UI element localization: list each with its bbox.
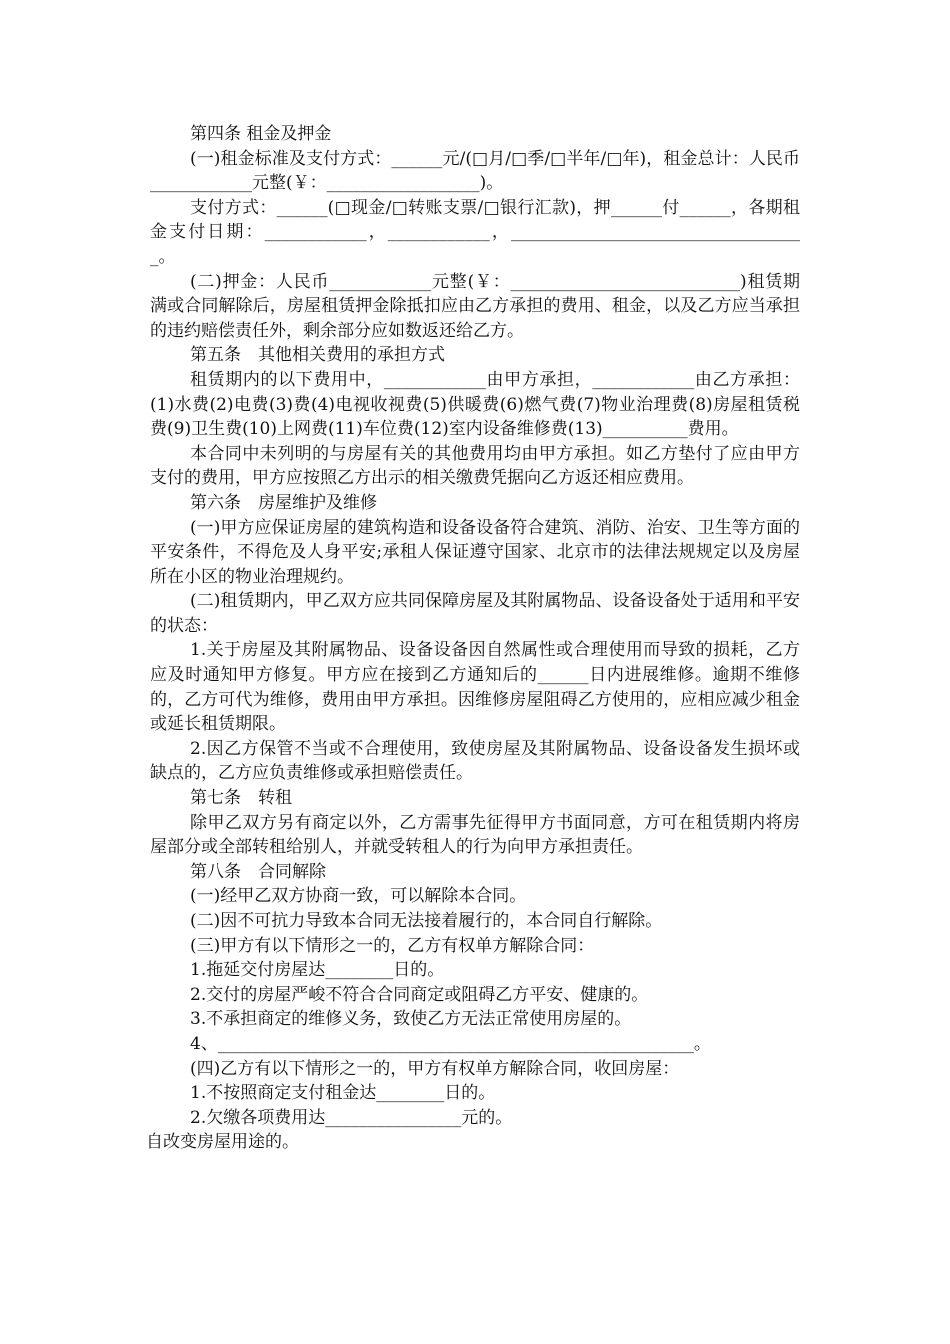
wear-repair-paragraph: 1.关于房屋及其附属物品、设备设备因自然属性或合理使用而导致的损耗，乙方应及时通知甲方修复。甲方应在接到乙方通知后的______日内进展维修。逾期不维修的，乙方可代为维修，费用由甲方承担。因维修房屋阻碍乙方使用的，应相应减少租金或延长租赁期限。 xyxy=(150,640,800,735)
landlord-termination-item-3: 自改变房屋用途的。 xyxy=(146,1132,299,1153)
article-7-heading: 第七条 转租 xyxy=(190,788,292,809)
article-6-heading: 第六条 房屋维护及维修 xyxy=(190,492,377,513)
termination-mutual-paragraph: (一)经甲乙双方协商一致，可以解除本合同。 xyxy=(190,886,527,907)
tenant-termination-item-4: 4、________________________________________________________。 xyxy=(190,1033,711,1054)
unlisted-fees-paragraph: 本合同中未列明的与房屋有关的其他费用均由甲方承担。如乙方垫付了应由甲方支付的费用，甲方应按照乙方出示的相关缴费凭据向乙方返还相应费用。 xyxy=(150,443,800,489)
tenant-termination-item-3: 3.不承担商定的维修义务，致使乙方无法正常使用房屋的。 xyxy=(190,1009,632,1030)
tenant-termination-rights-paragraph: (三)甲方有以下情形之一的，乙方有权单方解除合同： xyxy=(190,935,595,956)
article-8-heading: 第八条 合同解除 xyxy=(190,861,326,882)
article-5-heading: 第五条 其他相关费用的承担方式 xyxy=(190,345,445,366)
fees-allocation-paragraph: 租赁期内的以下费用中，____________由甲方承担，____________由乙方承担：(1)水费(2)电费(3)费(4)电视收视费(5)供暖费(6)燃气费(7)物业治理费(8)房屋租赁税费(9)卫生费(10)上网费(11)车位费(12)室内设备维修费(13)__________费用。 xyxy=(150,369,800,440)
sublease-paragraph: 除甲乙双方另有商定以外，乙方需事先征得甲方书面同意，方可在租赁期内将房屋部分或全部转租给别人，并就受转租人的行为向甲方承担责任。 xyxy=(150,812,800,858)
termination-force-majeure-paragraph: (二)因不可抗力导致本合同无法接着履行的，本合同自行解除。 xyxy=(190,911,663,931)
article-4-heading: 第四条 租金及押金 xyxy=(190,124,332,144)
maintenance-duty-paragraph: (二)租赁期内，甲乙双方应共同保障房屋及其附属物品、设备设备处于适用和平安的状态： xyxy=(150,591,800,636)
landlord-termination-rights-paragraph: (四)乙方有以下情形之一的，甲方有权单方解除合同，收回房屋： xyxy=(190,1058,680,1079)
landlord-termination-item-1: 1.不按照商定支付租金达________日的。 xyxy=(190,1083,496,1104)
document-page xyxy=(146,122,800,1155)
damage-liability-paragraph: 2.因乙方保管不当或不合理使用，致使房屋及其附属物品、设备设备发生损坏或缺点的，乙方应负责维修或承担赔偿责任。 xyxy=(150,738,800,784)
tenant-termination-item-2: 2.交付的房屋严峻不符合合同商定或阻碍乙方平安、健康的。 xyxy=(190,984,649,1005)
safety-guarantee-paragraph: (一)甲方应保证房屋的建筑构造和设备设备符合建筑、消防、治安、卫生等方面的平安条件，不得危及人身平安;承租人保证遵守国家、北京市的法律法规规定以及房屋所在小区的物业治理规约。 xyxy=(150,517,800,587)
payment-method-paragraph: 支付方式：______(□现金/□转账支票/□银行汇款)，押______付______，各期租金支付日期：____________，____________，___________________________________。 xyxy=(150,197,800,267)
landlord-termination-item-2: 2.欠缴各项费用达________________元的。 xyxy=(190,1107,513,1128)
tenant-termination-item-1: 1.拖延交付房屋达________日的。 xyxy=(190,960,445,981)
rent-standard-paragraph: (一)租金标准及支付方式：______元/(□月/□季/□半年/□年)，租金总计：人民币____________元整(￥：__________________)。 xyxy=(150,148,800,194)
deposit-paragraph: (二)押金：人民币____________元整(￥：___________________________)租赁期满或合同解除后，房屋租赁押金除抵扣应由乙方承担的费用、租金，以及乙方应当承担的违约赔偿责任外，剩余部分应如数返还给乙方。 xyxy=(150,271,800,341)
